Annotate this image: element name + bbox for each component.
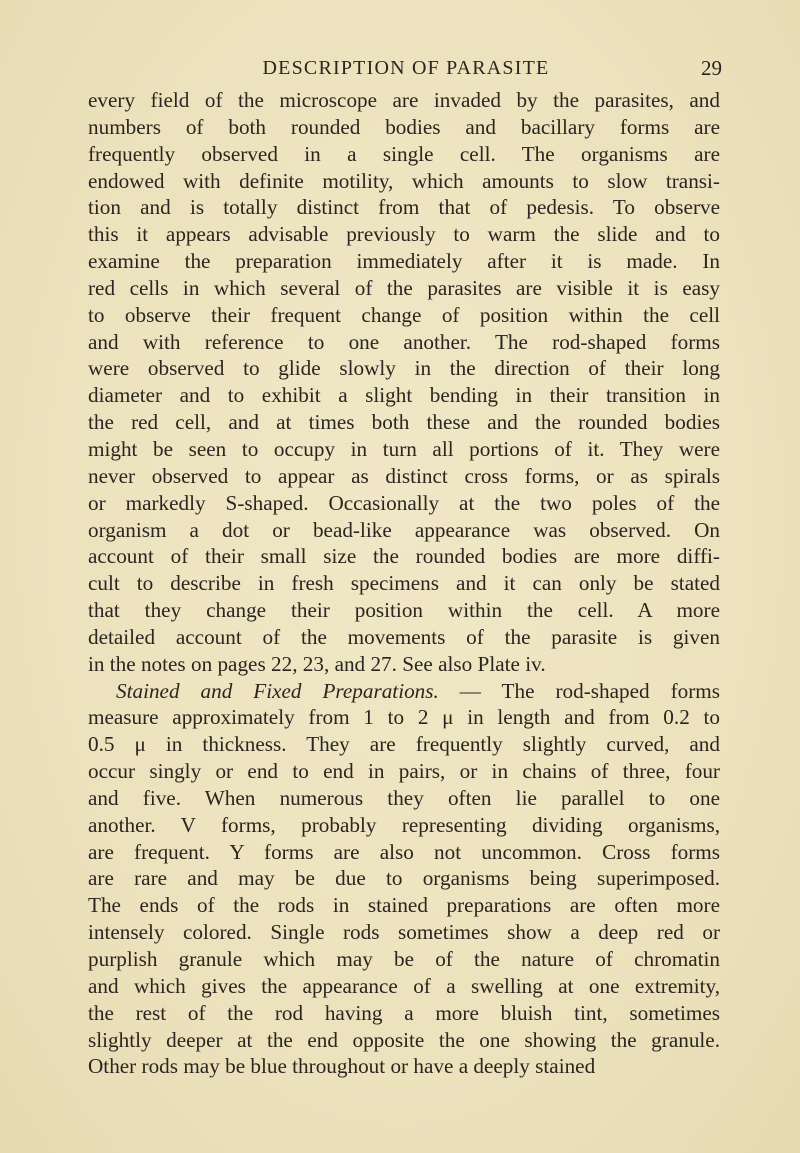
- text-line: or markedly S-shaped. Occasionally at the two poles of the: [88, 490, 720, 515]
- text-line: are rare and may be due to organisms being superimposed.: [88, 866, 720, 891]
- text-line: every field of the microscope are invaded by the parasites, and: [88, 88, 720, 112]
- text-line: diameter and to exhibit a slight bending in their transition in: [88, 383, 720, 408]
- text-line: occur singly or end to end in pairs, or in chains of three, four: [88, 759, 720, 784]
- text-line: another. V forms, probably representing dividing organisms,: [88, 812, 720, 837]
- text-line: and with reference to one another. The rod-shaped forms: [88, 329, 720, 354]
- text-line: The ends of the rods in stained preparations are often more: [88, 893, 720, 918]
- text-line: detailed account of the movements of the parasite is given: [88, 624, 720, 649]
- text-line: are frequent. Y forms are also not uncommon. Cross forms: [88, 839, 720, 864]
- text-line: frequently observed in a single cell. The organisms are: [88, 141, 720, 166]
- text-line: measure approximately from 1 to 2 μ in length and from 0.2 to: [88, 705, 720, 730]
- text-line: account of their small size the rounded bodies are more diffi-: [88, 544, 720, 569]
- text-line: were observed to glide slowly in the direction of their long: [88, 356, 720, 381]
- text-line: might be seen to occupy in turn all portions of it. They were: [88, 436, 720, 461]
- text-line: cult to describe in fresh specimens and it can only be stated: [88, 571, 720, 596]
- text-line: and five. When numerous they often lie parallel to one: [88, 785, 720, 810]
- text-line: examine the preparation immediately after it is made. In: [88, 249, 720, 274]
- text-line: that they change their position within the cell. A more: [88, 598, 720, 623]
- text-line: never observed to appear as distinct cross forms, or as spirals: [88, 463, 720, 488]
- text-line: red cells in which several of the parasites are visible it is easy: [88, 275, 720, 300]
- text-line: Other rods may be blue throughout or have a deeply stained: [88, 1054, 596, 1079]
- text-line: numbers of both rounded bodies and bacillary forms are: [88, 114, 720, 139]
- section-first-line-text: — The rod-shaped forms: [438, 678, 720, 703]
- text-line: and which gives the appearance of a swelling at one extremity,: [88, 973, 720, 998]
- body-text: [88, 87, 720, 1080]
- text-line: organism a dot or bead-like appearance was observed. On: [88, 517, 720, 542]
- running-title: DESCRIPTION OF PARASITE: [262, 57, 550, 79]
- text-line: slightly deeper at the end opposite the one showing the granule.: [88, 1027, 720, 1052]
- running-head: [90, 54, 722, 82]
- text-line: this it appears advisable previously to warm the slide and to: [88, 222, 720, 247]
- section-first-line: [88, 678, 720, 705]
- text-line: the red cell, and at times both these and the rounded bodies: [88, 410, 720, 435]
- text-line: the rest of the rod having a more bluish tint, sometimes: [88, 1000, 720, 1025]
- page-number: 29: [701, 56, 722, 80]
- text-line: purplish granule which may be of the nature of chromatin: [88, 947, 720, 971]
- text-line: endowed with definite motility, which amounts to slow transi-: [88, 168, 720, 193]
- text-line: to observe their frequent change of position within the cell: [88, 302, 720, 327]
- text-line: tion and is totally distinct from that of pedesis. To observe: [88, 195, 720, 220]
- text-line: intensely colored. Single rods sometimes show a deep red or: [88, 920, 720, 945]
- text-line: 0.5 μ in thickness. They are frequently slightly curved, and: [88, 732, 720, 757]
- section-heading: Stained and Fixed Preparations.: [116, 678, 439, 703]
- text-line: in the notes on pages 22, 23, and 27. See also Plate iv.: [88, 651, 546, 676]
